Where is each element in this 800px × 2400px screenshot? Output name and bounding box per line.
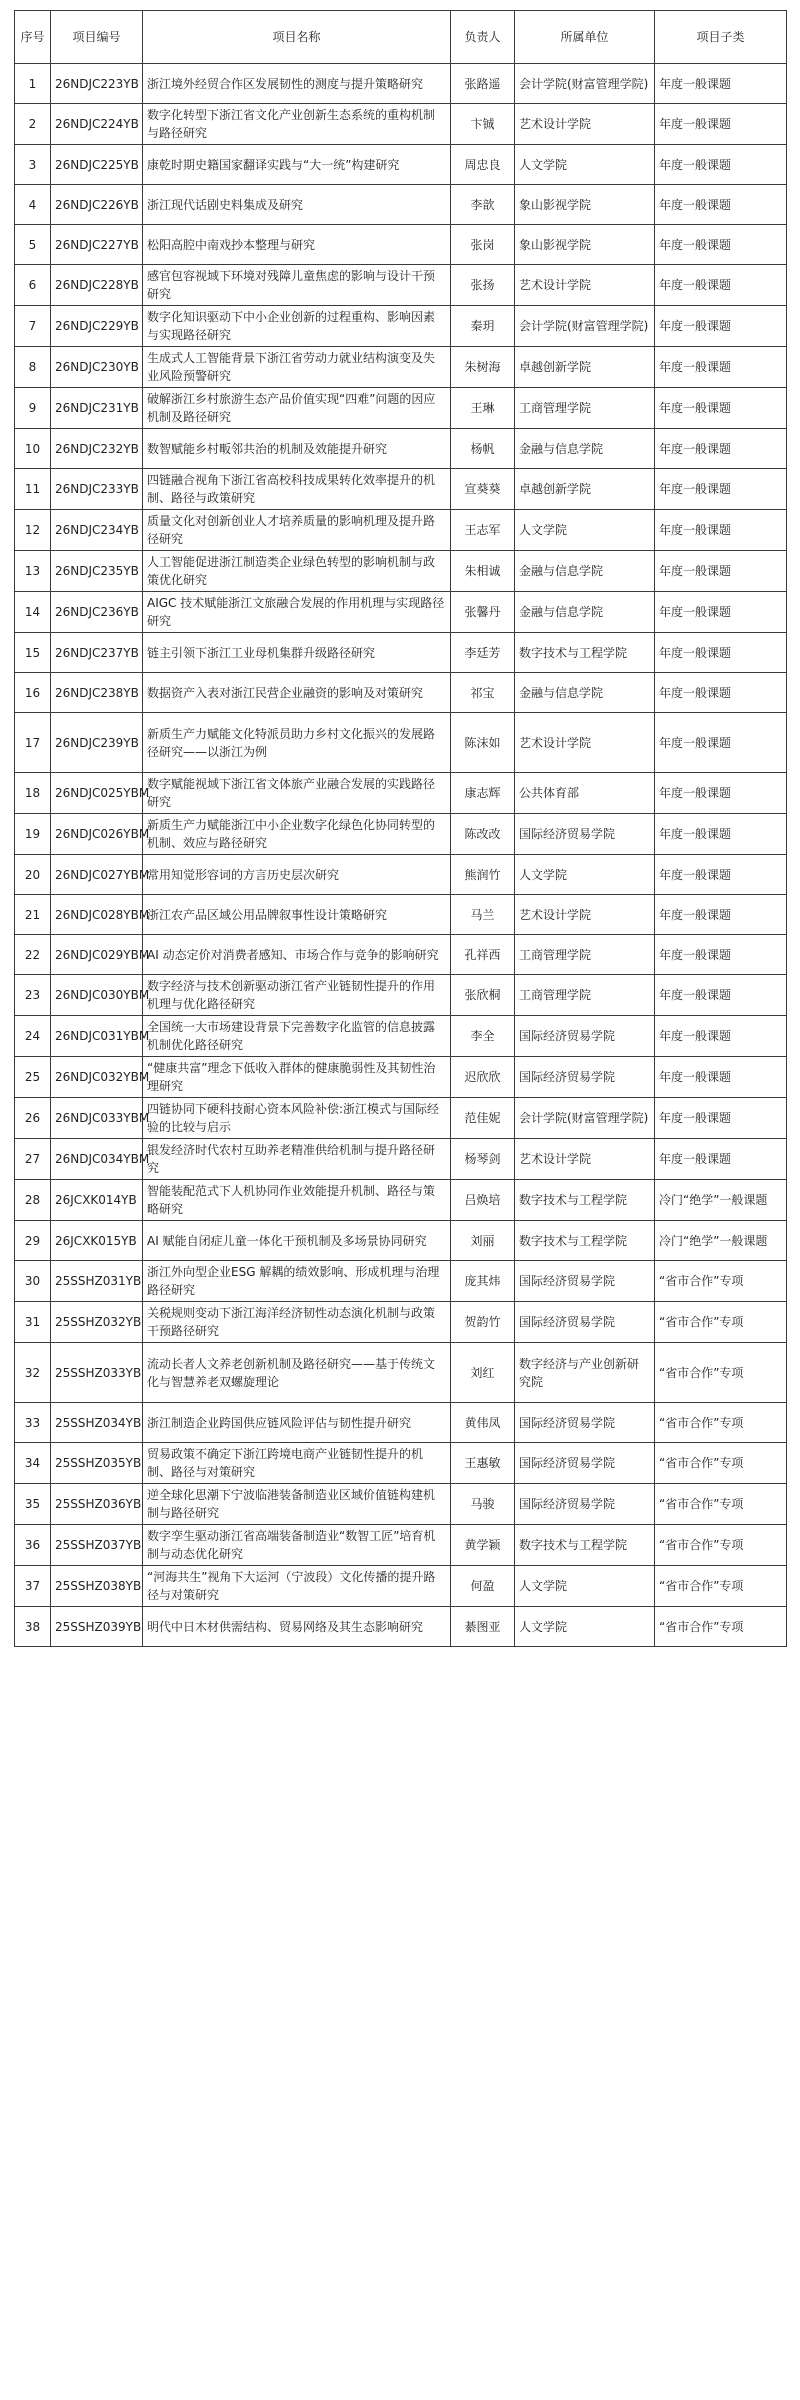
seq-cell: 8 bbox=[15, 347, 51, 388]
seq-cell: 26 bbox=[15, 1098, 51, 1139]
seq-cell: 30 bbox=[15, 1261, 51, 1302]
name-cell: 生成式人工智能背景下浙江省劳动力就业结构演变及失业风险预警研究 bbox=[143, 347, 451, 388]
unit-cell: 艺术设计学院 bbox=[515, 895, 655, 935]
type-cell: “省市合作”专项 bbox=[655, 1261, 787, 1302]
type-cell: 年度一般课题 bbox=[655, 814, 787, 855]
unit-cell: 公共体育部 bbox=[515, 773, 655, 814]
type-cell: “省市合作”专项 bbox=[655, 1566, 787, 1607]
code-cell: 25SSHZ036YB bbox=[51, 1484, 143, 1525]
leader-cell: 秦玥 bbox=[451, 306, 515, 347]
type-cell: 年度一般课题 bbox=[655, 388, 787, 429]
leader-cell: 孔祥西 bbox=[451, 935, 515, 975]
type-cell: 年度一般课题 bbox=[655, 1139, 787, 1180]
unit-cell: 工商管理学院 bbox=[515, 388, 655, 429]
type-cell: 冷门“绝学”一般课题 bbox=[655, 1180, 787, 1221]
type-cell: “省市合作”专项 bbox=[655, 1302, 787, 1343]
table-row bbox=[15, 1261, 787, 1302]
unit-cell: 数字经济与产业创新研究院 bbox=[515, 1343, 655, 1403]
leader-cell: 马兰 bbox=[451, 895, 515, 935]
seq-cell: 25 bbox=[15, 1057, 51, 1098]
type-cell: 年度一般课题 bbox=[655, 225, 787, 265]
seq-cell: 15 bbox=[15, 633, 51, 673]
table-row bbox=[15, 713, 787, 773]
leader-cell: 马骏 bbox=[451, 1484, 515, 1525]
leader-cell: 杨帆 bbox=[451, 429, 515, 469]
table-row bbox=[15, 1484, 787, 1525]
name-cell: 康乾时期史籍国家翻译实践与“大一统”构建研究 bbox=[143, 145, 451, 185]
type-cell: “省市合作”专项 bbox=[655, 1343, 787, 1403]
table-row bbox=[15, 145, 787, 185]
unit-cell: 人文学院 bbox=[515, 1607, 655, 1647]
type-cell: 年度一般课题 bbox=[655, 306, 787, 347]
name-cell: AIGC 技术赋能浙江文旅融合发展的作用机理与实现路径研究 bbox=[143, 592, 451, 633]
table-row bbox=[15, 1403, 787, 1443]
leader-cell: 陈改改 bbox=[451, 814, 515, 855]
seq-cell: 14 bbox=[15, 592, 51, 633]
leader-cell: 张馨丹 bbox=[451, 592, 515, 633]
code-cell: 26NDJC238YB bbox=[51, 673, 143, 713]
seq-cell: 12 bbox=[15, 510, 51, 551]
header-name: 项目名称 bbox=[143, 11, 451, 64]
table-row bbox=[15, 1302, 787, 1343]
unit-cell: 人文学院 bbox=[515, 145, 655, 185]
table-row bbox=[15, 673, 787, 713]
code-cell: 26NDJC027YBM bbox=[51, 855, 143, 895]
name-cell: 常用知觉形容词的方言历史层次研究 bbox=[143, 855, 451, 895]
code-cell: 25SSHZ034YB bbox=[51, 1403, 143, 1443]
table-row bbox=[15, 510, 787, 551]
leader-cell: 李歆 bbox=[451, 185, 515, 225]
header-type: 项目子类 bbox=[655, 11, 787, 64]
code-cell: 25SSHZ032YB bbox=[51, 1302, 143, 1343]
code-cell: 26NDJC031YBM bbox=[51, 1016, 143, 1057]
name-cell: 四链融合视角下浙江省高校科技成果转化效率提升的机制、路径与政策研究 bbox=[143, 469, 451, 510]
leader-cell: 康志辉 bbox=[451, 773, 515, 814]
table-row bbox=[15, 388, 787, 429]
type-cell: 年度一般课题 bbox=[655, 551, 787, 592]
seq-cell: 32 bbox=[15, 1343, 51, 1403]
table-row bbox=[15, 895, 787, 935]
type-cell: 年度一般课题 bbox=[655, 633, 787, 673]
table-row bbox=[15, 265, 787, 306]
table-row bbox=[15, 347, 787, 388]
type-cell: 年度一般课题 bbox=[655, 975, 787, 1016]
leader-cell: 卞铖 bbox=[451, 104, 515, 145]
code-cell: 26NDJC026YBM bbox=[51, 814, 143, 855]
table-row bbox=[15, 429, 787, 469]
unit-cell: 国际经济贸易学院 bbox=[515, 1016, 655, 1057]
name-cell: 新质生产力赋能文化特派员助力乡村文化振兴的发展路径研究——以浙江为例 bbox=[143, 713, 451, 773]
code-cell: 26NDJC235YB bbox=[51, 551, 143, 592]
type-cell: 年度一般课题 bbox=[655, 104, 787, 145]
table-row bbox=[15, 469, 787, 510]
type-cell: “省市合作”专项 bbox=[655, 1443, 787, 1484]
seq-cell: 6 bbox=[15, 265, 51, 306]
name-cell: “健康共富”理念下低收入群体的健康脆弱性及其韧性治理研究 bbox=[143, 1057, 451, 1098]
type-cell: 冷门“绝学”一般课题 bbox=[655, 1221, 787, 1261]
seq-cell: 3 bbox=[15, 145, 51, 185]
table-row bbox=[15, 1607, 787, 1647]
code-cell: 26NDJC030YBM bbox=[51, 975, 143, 1016]
table-row bbox=[15, 64, 787, 104]
unit-cell: 艺术设计学院 bbox=[515, 1139, 655, 1180]
name-cell: 全国统一大市场建设背景下完善数字化监管的信息披露机制优化路径研究 bbox=[143, 1016, 451, 1057]
type-cell: 年度一般课题 bbox=[655, 429, 787, 469]
leader-cell: 朱相诚 bbox=[451, 551, 515, 592]
code-cell: 25SSHZ033YB bbox=[51, 1343, 143, 1403]
code-cell: 25SSHZ037YB bbox=[51, 1525, 143, 1566]
seq-cell: 24 bbox=[15, 1016, 51, 1057]
leader-cell: 刘红 bbox=[451, 1343, 515, 1403]
seq-cell: 23 bbox=[15, 975, 51, 1016]
table-row bbox=[15, 1057, 787, 1098]
seq-cell: 36 bbox=[15, 1525, 51, 1566]
type-cell: 年度一般课题 bbox=[655, 469, 787, 510]
type-cell: 年度一般课题 bbox=[655, 265, 787, 306]
unit-cell: 人文学院 bbox=[515, 855, 655, 895]
name-cell: 数字孪生驱动浙江省高端装备制造业“数智工匠”培育机制与动态优化研究 bbox=[143, 1525, 451, 1566]
unit-cell: 工商管理学院 bbox=[515, 975, 655, 1016]
code-cell: 25SSHZ031YB bbox=[51, 1261, 143, 1302]
table-row bbox=[15, 592, 787, 633]
leader-cell: 陈沫如 bbox=[451, 713, 515, 773]
project-table-wrapper bbox=[14, 10, 786, 1647]
leader-cell: 朱树海 bbox=[451, 347, 515, 388]
name-cell: 链主引领下浙江工业母机集群升级路径研究 bbox=[143, 633, 451, 673]
seq-cell: 34 bbox=[15, 1443, 51, 1484]
header-seq: 序号 bbox=[15, 11, 51, 64]
seq-cell: 5 bbox=[15, 225, 51, 265]
seq-cell: 22 bbox=[15, 935, 51, 975]
name-cell: 新质生产力赋能浙江中小企业数字化绿色化协同转型的机制、效应与路径研究 bbox=[143, 814, 451, 855]
name-cell: 松阳高腔中南戏抄本整理与研究 bbox=[143, 225, 451, 265]
unit-cell: 人文学院 bbox=[515, 510, 655, 551]
table-body bbox=[15, 64, 787, 1647]
unit-cell: 卓越创新学院 bbox=[515, 347, 655, 388]
code-cell: 26NDJC230YB bbox=[51, 347, 143, 388]
table-row bbox=[15, 551, 787, 592]
seq-cell: 18 bbox=[15, 773, 51, 814]
seq-cell: 1 bbox=[15, 64, 51, 104]
project-table bbox=[14, 10, 787, 1647]
name-cell: 关税规则变动下浙江海洋经济韧性动态演化机制与政策干预路径研究 bbox=[143, 1302, 451, 1343]
seq-cell: 16 bbox=[15, 673, 51, 713]
header-leader: 负责人 bbox=[451, 11, 515, 64]
code-cell: 26NDJC033YBM bbox=[51, 1098, 143, 1139]
unit-cell: 国际经济贸易学院 bbox=[515, 1261, 655, 1302]
name-cell: 银发经济时代农村互助养老精准供给机制与提升路径研究 bbox=[143, 1139, 451, 1180]
seq-cell: 2 bbox=[15, 104, 51, 145]
leader-cell: 范佳妮 bbox=[451, 1098, 515, 1139]
seq-cell: 21 bbox=[15, 895, 51, 935]
table-header-row bbox=[15, 11, 787, 64]
name-cell: 逆全球化思潮下宁波临港装备制造业区域价值链构建机制与路径研究 bbox=[143, 1484, 451, 1525]
table-row bbox=[15, 225, 787, 265]
seq-cell: 27 bbox=[15, 1139, 51, 1180]
type-cell: 年度一般课题 bbox=[655, 713, 787, 773]
code-cell: 26NDJC025YBM bbox=[51, 773, 143, 814]
leader-cell: 刘丽 bbox=[451, 1221, 515, 1261]
unit-cell: 国际经济贸易学院 bbox=[515, 1484, 655, 1525]
leader-cell: 熊润竹 bbox=[451, 855, 515, 895]
code-cell: 25SSHZ038YB bbox=[51, 1566, 143, 1607]
type-cell: 年度一般课题 bbox=[655, 145, 787, 185]
header-code: 项目编号 bbox=[51, 11, 143, 64]
code-cell: 26NDJC239YB bbox=[51, 713, 143, 773]
unit-cell: 艺术设计学院 bbox=[515, 104, 655, 145]
leader-cell: 张欣桐 bbox=[451, 975, 515, 1016]
leader-cell: 张路遥 bbox=[451, 64, 515, 104]
unit-cell: 金融与信息学院 bbox=[515, 673, 655, 713]
name-cell: 数据资产入表对浙江民营企业融资的影响及对策研究 bbox=[143, 673, 451, 713]
unit-cell: 象山影视学院 bbox=[515, 185, 655, 225]
leader-cell: 张扬 bbox=[451, 265, 515, 306]
name-cell: 贸易政策不确定下浙江跨境电商产业链韧性提升的机制、路径与对策研究 bbox=[143, 1443, 451, 1484]
unit-cell: 数字技术与工程学院 bbox=[515, 633, 655, 673]
name-cell: “河海共生”视角下大运河（宁波段）文化传播的提升路径与对策研究 bbox=[143, 1566, 451, 1607]
type-cell: “省市合作”专项 bbox=[655, 1607, 787, 1647]
code-cell: 26NDJC223YB bbox=[51, 64, 143, 104]
seq-cell: 20 bbox=[15, 855, 51, 895]
leader-cell: 张岗 bbox=[451, 225, 515, 265]
unit-cell: 国际经济贸易学院 bbox=[515, 1403, 655, 1443]
name-cell: AI 赋能自闭症儿童一体化干预机制及多场景协同研究 bbox=[143, 1221, 451, 1261]
type-cell: 年度一般课题 bbox=[655, 510, 787, 551]
type-cell: 年度一般课题 bbox=[655, 1057, 787, 1098]
table-row bbox=[15, 1016, 787, 1057]
name-cell: 浙江境外经贸合作区发展韧性的测度与提升策略研究 bbox=[143, 64, 451, 104]
leader-cell: 迟欣欣 bbox=[451, 1057, 515, 1098]
unit-cell: 数字技术与工程学院 bbox=[515, 1221, 655, 1261]
leader-cell: 祁宝 bbox=[451, 673, 515, 713]
code-cell: 26NDJC236YB bbox=[51, 592, 143, 633]
table-row bbox=[15, 855, 787, 895]
table-row bbox=[15, 185, 787, 225]
seq-cell: 38 bbox=[15, 1607, 51, 1647]
table-row bbox=[15, 975, 787, 1016]
seq-cell: 4 bbox=[15, 185, 51, 225]
unit-cell: 国际经济贸易学院 bbox=[515, 1302, 655, 1343]
leader-cell: 周忠良 bbox=[451, 145, 515, 185]
unit-cell: 数字技术与工程学院 bbox=[515, 1180, 655, 1221]
leader-cell: 王惠敏 bbox=[451, 1443, 515, 1484]
unit-cell: 金融与信息学院 bbox=[515, 592, 655, 633]
seq-cell: 13 bbox=[15, 551, 51, 592]
type-cell: 年度一般课题 bbox=[655, 773, 787, 814]
table-row bbox=[15, 1443, 787, 1484]
code-cell: 26JCXK015YB bbox=[51, 1221, 143, 1261]
leader-cell: 杨琴剑 bbox=[451, 1139, 515, 1180]
leader-cell: 王志军 bbox=[451, 510, 515, 551]
name-cell: 流动长者人文养老创新机制及路径研究——基于传统文化与智慧养老双螺旋理论 bbox=[143, 1343, 451, 1403]
table-row bbox=[15, 773, 787, 814]
code-cell: 26NDJC232YB bbox=[51, 429, 143, 469]
table-row bbox=[15, 1566, 787, 1607]
name-cell: 感官包容视域下环境对残障儿童焦虑的影响与设计干预研究 bbox=[143, 265, 451, 306]
code-cell: 26NDJC229YB bbox=[51, 306, 143, 347]
type-cell: “省市合作”专项 bbox=[655, 1403, 787, 1443]
seq-cell: 19 bbox=[15, 814, 51, 855]
type-cell: 年度一般课题 bbox=[655, 347, 787, 388]
name-cell: 人工智能促进浙江制造类企业绿色转型的影响机制与政策优化研究 bbox=[143, 551, 451, 592]
seq-cell: 28 bbox=[15, 1180, 51, 1221]
type-cell: 年度一般课题 bbox=[655, 1098, 787, 1139]
table-row bbox=[15, 1180, 787, 1221]
name-cell: AI 动态定价对消费者感知、市场合作与竞争的影响研究 bbox=[143, 935, 451, 975]
code-cell: 26NDJC227YB bbox=[51, 225, 143, 265]
unit-cell: 数字技术与工程学院 bbox=[515, 1525, 655, 1566]
unit-cell: 象山影视学院 bbox=[515, 225, 655, 265]
type-cell: 年度一般课题 bbox=[655, 64, 787, 104]
name-cell: 数智赋能乡村畈邻共治的机制及效能提升研究 bbox=[143, 429, 451, 469]
leader-cell: 綦图亚 bbox=[451, 1607, 515, 1647]
unit-cell: 艺术设计学院 bbox=[515, 713, 655, 773]
code-cell: 26NDJC226YB bbox=[51, 185, 143, 225]
name-cell: 智能装配范式下人机协同作业效能提升机制、路径与策略研究 bbox=[143, 1180, 451, 1221]
unit-cell: 国际经济贸易学院 bbox=[515, 814, 655, 855]
leader-cell: 宣葵葵 bbox=[451, 469, 515, 510]
type-cell: 年度一般课题 bbox=[655, 855, 787, 895]
name-cell: 浙江现代话剧史料集成及研究 bbox=[143, 185, 451, 225]
seq-cell: 9 bbox=[15, 388, 51, 429]
table-row bbox=[15, 1098, 787, 1139]
table-row bbox=[15, 1221, 787, 1261]
seq-cell: 17 bbox=[15, 713, 51, 773]
name-cell: 数字经济与技术创新驱动浙江省产业链韧性提升的作用机理与优化路径研究 bbox=[143, 975, 451, 1016]
code-cell: 26NDJC029YBM bbox=[51, 935, 143, 975]
name-cell: 数字化转型下浙江省文化产业创新生态系统的重构机制与路径研究 bbox=[143, 104, 451, 145]
type-cell: 年度一般课题 bbox=[655, 895, 787, 935]
name-cell: 四链协同下硬科技耐心资本风险补偿:浙江模式与国际经验的比较与启示 bbox=[143, 1098, 451, 1139]
table-row bbox=[15, 814, 787, 855]
code-cell: 25SSHZ039YB bbox=[51, 1607, 143, 1647]
leader-cell: 李全 bbox=[451, 1016, 515, 1057]
header-unit: 所属单位 bbox=[515, 11, 655, 64]
seq-cell: 31 bbox=[15, 1302, 51, 1343]
unit-cell: 人文学院 bbox=[515, 1566, 655, 1607]
table-row bbox=[15, 104, 787, 145]
type-cell: 年度一般课题 bbox=[655, 592, 787, 633]
leader-cell: 庞其炜 bbox=[451, 1261, 515, 1302]
code-cell: 26NDJC237YB bbox=[51, 633, 143, 673]
name-cell: 明代中日木材供需结构、贸易网络及其生态影响研究 bbox=[143, 1607, 451, 1647]
code-cell: 25SSHZ035YB bbox=[51, 1443, 143, 1484]
seq-cell: 7 bbox=[15, 306, 51, 347]
table-row bbox=[15, 935, 787, 975]
unit-cell: 卓越创新学院 bbox=[515, 469, 655, 510]
code-cell: 26NDJC225YB bbox=[51, 145, 143, 185]
table-row bbox=[15, 1343, 787, 1403]
code-cell: 26NDJC228YB bbox=[51, 265, 143, 306]
unit-cell: 会计学院(财富管理学院) bbox=[515, 306, 655, 347]
code-cell: 26NDJC234YB bbox=[51, 510, 143, 551]
name-cell: 数字化知识驱动下中小企业创新的过程重构、影响因素与实现路径研究 bbox=[143, 306, 451, 347]
seq-cell: 10 bbox=[15, 429, 51, 469]
name-cell: 数字赋能视域下浙江省文体旅产业融合发展的实践路径研究 bbox=[143, 773, 451, 814]
type-cell: “省市合作”专项 bbox=[655, 1525, 787, 1566]
code-cell: 26NDJC224YB bbox=[51, 104, 143, 145]
code-cell: 26NDJC028YBM bbox=[51, 895, 143, 935]
seq-cell: 33 bbox=[15, 1403, 51, 1443]
unit-cell: 会计学院(财富管理学院) bbox=[515, 64, 655, 104]
leader-cell: 黄伟凤 bbox=[451, 1403, 515, 1443]
name-cell: 浙江农产品区域公用品牌叙事性设计策略研究 bbox=[143, 895, 451, 935]
name-cell: 浙江制造企业跨国供应链风险评估与韧性提升研究 bbox=[143, 1403, 451, 1443]
leader-cell: 贺韵竹 bbox=[451, 1302, 515, 1343]
type-cell: 年度一般课题 bbox=[655, 185, 787, 225]
table-row bbox=[15, 306, 787, 347]
table-row bbox=[15, 1525, 787, 1566]
name-cell: 浙江外向型企业ESG 解耦的绩效影响、形成机理与治理路径研究 bbox=[143, 1261, 451, 1302]
leader-cell: 李廷芳 bbox=[451, 633, 515, 673]
type-cell: 年度一般课题 bbox=[655, 1016, 787, 1057]
seq-cell: 29 bbox=[15, 1221, 51, 1261]
leader-cell: 吕焕培 bbox=[451, 1180, 515, 1221]
type-cell: 年度一般课题 bbox=[655, 935, 787, 975]
unit-cell: 金融与信息学院 bbox=[515, 551, 655, 592]
unit-cell: 国际经济贸易学院 bbox=[515, 1443, 655, 1484]
name-cell: 破解浙江乡村旅游生态产品价值实现“四难”问题的因应机制及路径研究 bbox=[143, 388, 451, 429]
leader-cell: 王琳 bbox=[451, 388, 515, 429]
leader-cell: 何盈 bbox=[451, 1566, 515, 1607]
code-cell: 26NDJC034YBM bbox=[51, 1139, 143, 1180]
code-cell: 26JCXK014YB bbox=[51, 1180, 143, 1221]
unit-cell: 国际经济贸易学院 bbox=[515, 1057, 655, 1098]
code-cell: 26NDJC233YB bbox=[51, 469, 143, 510]
seq-cell: 35 bbox=[15, 1484, 51, 1525]
type-cell: 年度一般课题 bbox=[655, 673, 787, 713]
table-row bbox=[15, 633, 787, 673]
unit-cell: 会计学院(财富管理学院) bbox=[515, 1098, 655, 1139]
leader-cell: 黄学颖 bbox=[451, 1525, 515, 1566]
unit-cell: 艺术设计学院 bbox=[515, 265, 655, 306]
code-cell: 26NDJC231YB bbox=[51, 388, 143, 429]
unit-cell: 金融与信息学院 bbox=[515, 429, 655, 469]
seq-cell: 11 bbox=[15, 469, 51, 510]
unit-cell: 工商管理学院 bbox=[515, 935, 655, 975]
seq-cell: 37 bbox=[15, 1566, 51, 1607]
name-cell: 质量文化对创新创业人才培养质量的影响机理及提升路径研究 bbox=[143, 510, 451, 551]
table-row bbox=[15, 1139, 787, 1180]
code-cell: 26NDJC032YBM bbox=[51, 1057, 143, 1098]
type-cell: “省市合作”专项 bbox=[655, 1484, 787, 1525]
